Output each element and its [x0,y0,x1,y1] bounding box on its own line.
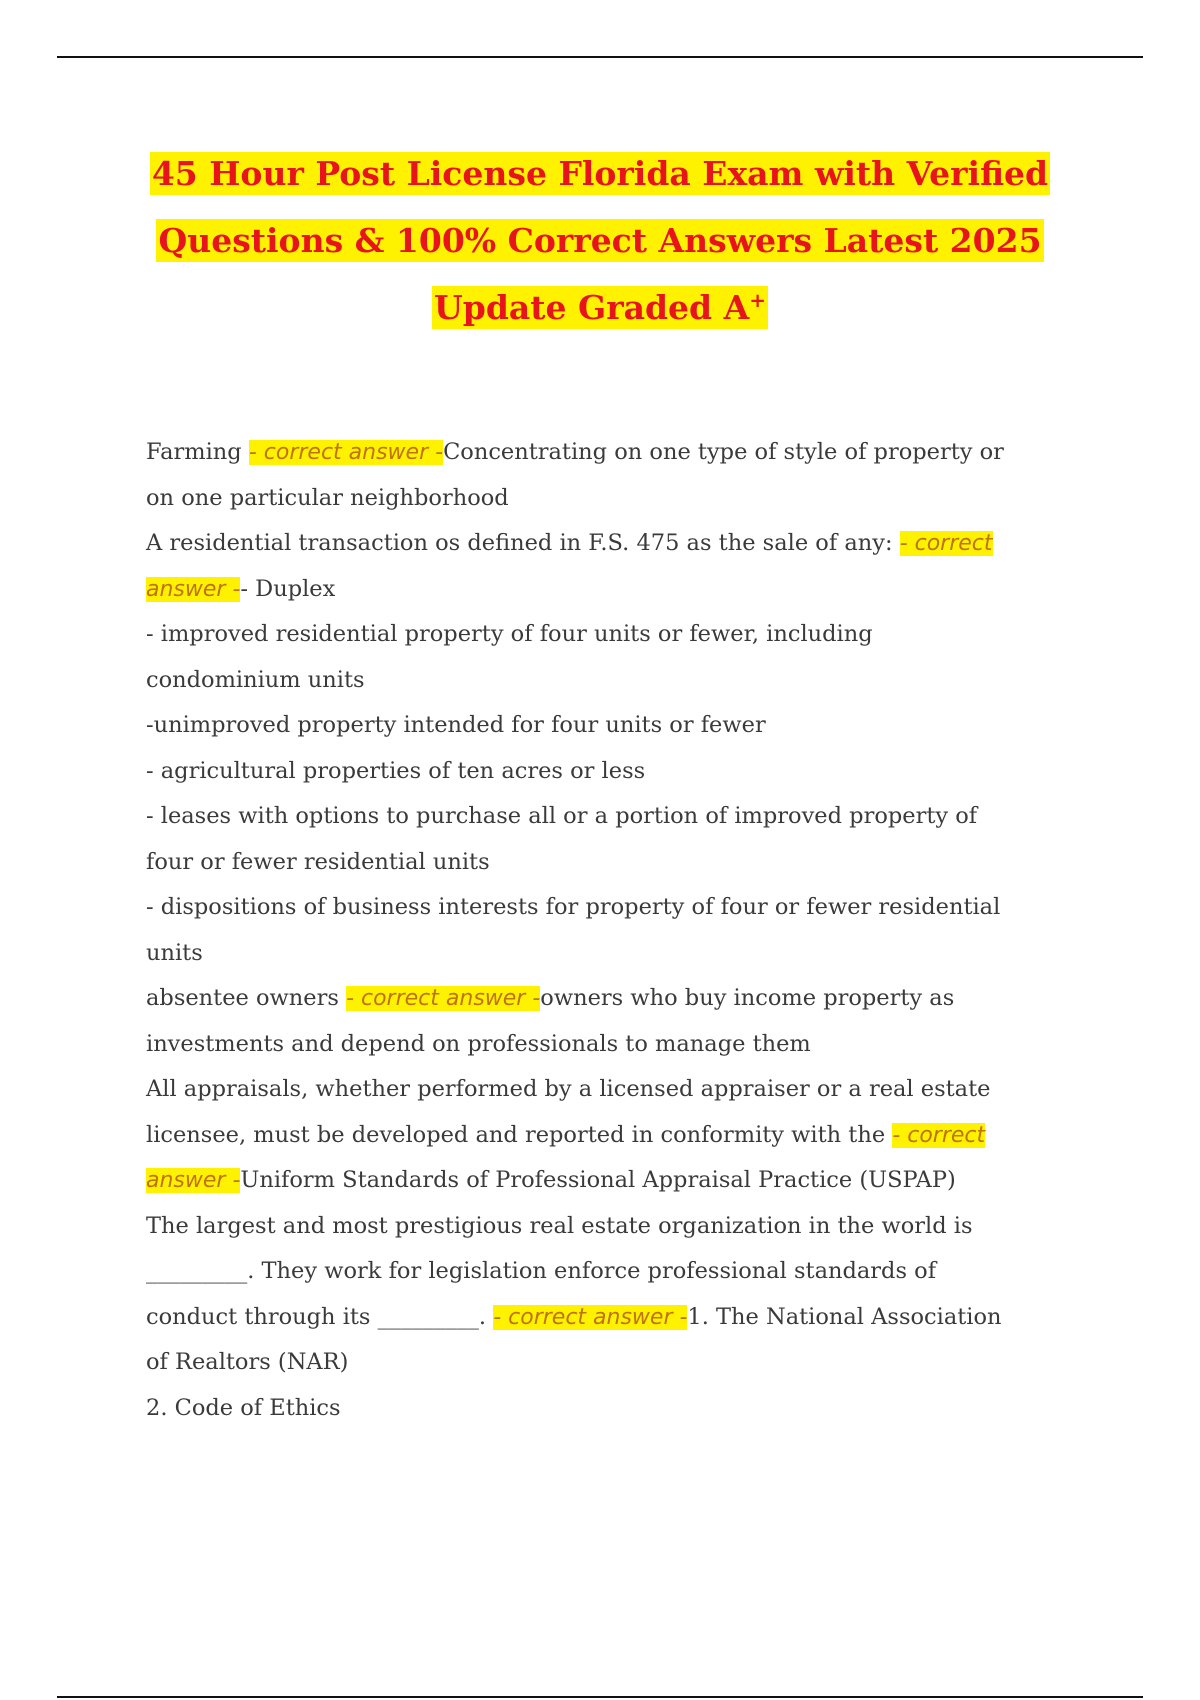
line-text: Farming [146,439,249,465]
line-text: investments and depend on professionals to manage them [146,1030,811,1057]
title-line-1 [100,140,1100,207]
text-line [146,430,1076,476]
line-text: conduct through its _________. [146,1303,494,1330]
text-line [146,703,1076,749]
text-line [146,567,1076,613]
text-line [146,1022,1076,1068]
line-text: All appraisals, whether performed by a licensed appraiser or a real estate [146,1076,991,1102]
line-text: -unimproved property intended for four units or fewer [146,712,766,738]
answer-text: 1. The National Association [687,1303,1002,1330]
correct-answer-marker: answer - [146,576,241,602]
answer-text: owners who buy income property as [540,985,955,1011]
text-line [146,1113,1076,1159]
correct-answer-marker: answer - [146,1168,241,1193]
text-line [146,1067,1076,1113]
title-superscript: + [749,288,766,312]
title-text: Questions & 100% Correct Answers Latest 2025 [158,221,1042,260]
title-text-with-grade [432,286,768,329]
line-text: The largest and most prestigious real estate organization in the world is [146,1212,973,1239]
text-line [146,1249,1076,1295]
line-text: - improved residential property of four units or fewer, including [146,621,873,647]
line-text: - dispositions of business interests for property of four or fewer residential [146,894,1001,920]
text-line [146,476,1076,522]
line-text: absentee owners [146,985,347,1011]
answer-text: Concentrating on one type of style of property or [443,439,1004,465]
text-line [146,521,1076,567]
line-text: on one particular neighborhood [146,484,509,511]
text-line [146,1340,1076,1386]
text-line [146,1158,1076,1204]
text-line [146,1386,1076,1432]
line-text: - leases with options to purchase all or a portion of improved property of [146,803,978,829]
text-line [146,658,1076,704]
line-text: of Realtors (NAR) [146,1349,349,1375]
text-line [146,1295,1076,1341]
line-text: 2. Code of Ethics [146,1394,341,1421]
top-rule [57,56,1143,58]
title-text: Update Graded A [434,288,750,327]
bottom-rule [57,1696,1143,1698]
line-text: units [146,939,203,966]
text-line [146,612,1076,658]
correct-answer-marker: - correct [899,531,993,556]
line-text: - agricultural properties of ten acres or less [146,757,646,784]
line-text: _________. They work for legislation enforce professional standards of [146,1258,937,1284]
answer-text: - Duplex [240,575,336,602]
question-answer-body [146,430,1076,1431]
text-line [146,840,1076,886]
title-line-3 [100,274,1100,341]
correct-answer-marker: - correct answer - [493,1304,688,1330]
correct-answer-marker: - correct answer - [248,440,444,465]
title-text: 45 Hour Post License Florida Exam with Verified [151,154,1049,193]
answer-text: Uniform Standards of Professional Appraisal Practice (USPAP) [240,1167,956,1193]
text-line [146,885,1076,931]
text-line [146,749,1076,795]
correct-answer-marker: - correct answer - [346,986,541,1011]
correct-answer-marker: - correct [892,1122,986,1148]
text-line [146,794,1076,840]
text-line [146,976,1076,1022]
text-line [146,931,1076,977]
text-line [146,1204,1076,1250]
line-text: condominium units [146,666,365,693]
line-text: licensee, must be developed and reported in conformity with the [146,1121,893,1148]
line-text: A residential transaction os defined in F.S. 475 as the sale of any: [146,530,900,556]
line-text: four or fewer residential units [146,848,490,875]
document-title [100,140,1100,341]
title-line-2 [100,207,1100,274]
